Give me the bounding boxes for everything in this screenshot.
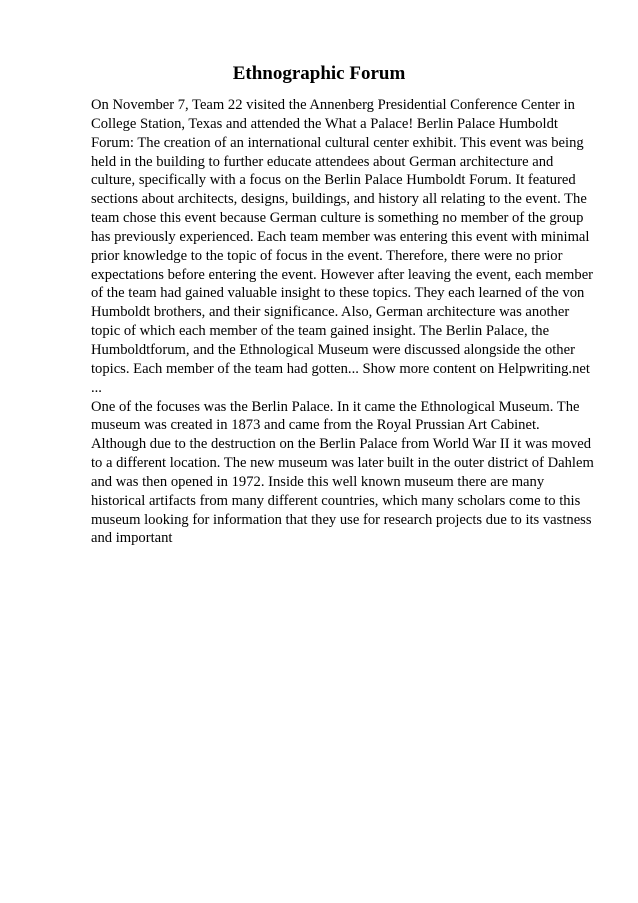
body-paragraph-2: One of the focuses was the Berlin Palace. In it came the Ethnological Museum. The museum was created in 1873 and came from the Royal Prussian Art Cabinet. Although due to the destruction on the Berlin Palace from World War II it was moved to a different location. The new museum was later built in the outer district of Dahlem and was then opened in 1972. Inside this well known museum there are many historical artifacts from many different countries, which many scholars come to this museum looking for information that they use for research projects due to its vastness and important [91, 398, 594, 547]
document-body [91, 96, 597, 548]
body-paragraph-1: On November 7, Team 22 visited the Annenberg Presidential Conference Center in College Station, Texas and attended the What a Palace! Berlin Palace Humboldt Forum: The creation of an international cultural center exhibit. This event was being held in the building to further educate attendees about German architecture and culture, specifically with a focus on the Berlin Palace Humboldt Forum. It featured sections about architects, designs, buildings, and history all relating to the event. The team chose this event because German culture is something no member of the group has previously experienced. Each team member was entering this event with minimal prior knowledge to the topic of focus in the event. Therefore, there were no prior expectations before entering the event. However after leaving the event, each member of the team had gained valuable insight to these topics. They each learned of the von Humboldt brothers, and their significance. Also, German architecture was another topic of which each member of the team gained insight. The Berlin Palace, the Humboldtforum, and the Ethnological Museum were discussed alongside the other topics. Each member of the team had gotten... Show more content on Helpwriting.net ... [91, 97, 594, 396]
document-title: Ethnographic Forum [232, 63, 406, 84]
